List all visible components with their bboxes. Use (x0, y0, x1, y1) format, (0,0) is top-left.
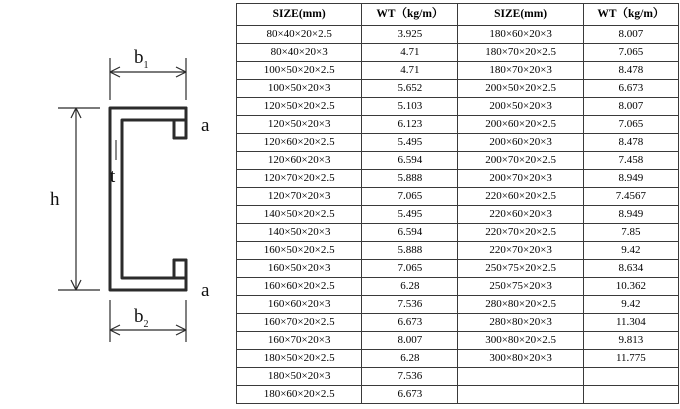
specification-table-container (236, 3, 679, 404)
table-cell: 9.813 (583, 332, 678, 350)
table-body (237, 26, 679, 404)
table-header-row (237, 4, 679, 26)
table-cell: 200×70×20×3 (458, 170, 583, 188)
table-cell: 7.065 (362, 188, 458, 206)
table-cell: 6.673 (583, 80, 678, 98)
table-cell: 8.007 (583, 26, 678, 44)
table-cell: 160×60×20×3 (237, 296, 362, 314)
table-cell: 5.103 (362, 98, 458, 116)
table-cell: 120×60×20×3 (237, 152, 362, 170)
table-cell: 200×60×20×3 (458, 134, 583, 152)
table-cell: 250×75×20×3 (458, 278, 583, 296)
table-cell: 7.85 (583, 224, 678, 242)
column-header-wt-2: WT（kg/m） (583, 4, 678, 26)
table-row (237, 152, 679, 170)
table-cell: 11.304 (583, 314, 678, 332)
table-cell: 8.478 (583, 62, 678, 80)
table-cell: 5.495 (362, 134, 458, 152)
c-channel-diagram (0, 0, 235, 409)
column-header-wt-1: WT（kg/m） (362, 4, 458, 26)
table-cell: 7.536 (362, 368, 458, 386)
table-cell: 180×70×20×3 (458, 62, 583, 80)
table-cell: 120×50×20×2.5 (237, 98, 362, 116)
table-row (237, 26, 679, 44)
table-cell: 7.065 (583, 44, 678, 62)
table-cell: 280×80×20×3 (458, 314, 583, 332)
table-row (237, 386, 679, 404)
table-row (237, 368, 679, 386)
table-row (237, 188, 679, 206)
table-cell: 8.949 (583, 170, 678, 188)
table-cell: 180×50×20×3 (237, 368, 362, 386)
table-cell: 3.925 (362, 26, 458, 44)
table-cell: 6.123 (362, 116, 458, 134)
table-row (237, 296, 679, 314)
table-row (237, 134, 679, 152)
table-cell: 100×50×20×2.5 (237, 62, 362, 80)
table-cell: 11.775 (583, 350, 678, 368)
table-cell: 120×70×20×2.5 (237, 170, 362, 188)
table-cell: 200×50×20×2.5 (458, 80, 583, 98)
table-row (237, 242, 679, 260)
table-cell: 7.065 (362, 260, 458, 278)
table-cell (583, 368, 678, 386)
table-cell: 160×70×20×2.5 (237, 314, 362, 332)
table-cell: 80×40×20×2.5 (237, 26, 362, 44)
table-row (237, 350, 679, 368)
table-cell: 280×80×20×2.5 (458, 296, 583, 314)
table-cell: 80×40×20×3 (237, 44, 362, 62)
table-cell: 220×70×20×3 (458, 242, 583, 260)
table-cell: 8.478 (583, 134, 678, 152)
table-cell: 6.673 (362, 314, 458, 332)
table-cell: 140×50×20×3 (237, 224, 362, 242)
dimension-label-t: t (110, 166, 116, 187)
table-cell: 220×60×20×3 (458, 206, 583, 224)
table-cell: 4.71 (362, 62, 458, 80)
table-row (237, 224, 679, 242)
table-row (237, 314, 679, 332)
table-cell: 6.673 (362, 386, 458, 404)
table-cell: 6.28 (362, 278, 458, 296)
table-cell: 180×60×20×3 (458, 26, 583, 44)
table-cell (458, 386, 583, 404)
table-cell (583, 386, 678, 404)
table-row (237, 170, 679, 188)
table-cell: 180×50×20×2.5 (237, 350, 362, 368)
table-row (237, 80, 679, 98)
dimension-label-h: h (50, 189, 60, 210)
column-header-size-1: SIZE(mm) (237, 4, 362, 26)
dimension-label-b2: $b_2$ (134, 306, 149, 330)
table-cell: 8.007 (583, 98, 678, 116)
table-cell: 9.42 (583, 242, 678, 260)
table-cell: 300×80×20×3 (458, 350, 583, 368)
table-row (237, 260, 679, 278)
table-row (237, 206, 679, 224)
table-cell: 6.594 (362, 152, 458, 170)
table-cell: 7.4567 (583, 188, 678, 206)
table-cell: 250×75×20×2.5 (458, 260, 583, 278)
table-cell: 120×50×20×3 (237, 116, 362, 134)
table-cell: 6.28 (362, 350, 458, 368)
table-row (237, 44, 679, 62)
table-cell: 220×60×20×2.5 (458, 188, 583, 206)
specification-table (236, 3, 679, 404)
table-row (237, 116, 679, 134)
table-cell: 180×60×20×2.5 (237, 386, 362, 404)
table-cell: 10.362 (583, 278, 678, 296)
table-cell: 160×70×20×3 (237, 332, 362, 350)
table-cell: 100×50×20×3 (237, 80, 362, 98)
table-cell: 5.888 (362, 170, 458, 188)
table-row (237, 332, 679, 350)
table-cell: 8.634 (583, 260, 678, 278)
table-cell: 220×70×20×2.5 (458, 224, 583, 242)
table-cell: 7.458 (583, 152, 678, 170)
dimension-label-b1: $b_1$ (134, 47, 149, 71)
table-cell: 4.71 (362, 44, 458, 62)
table-row (237, 98, 679, 116)
dimension-label-a-bottom: a (201, 280, 210, 301)
table-cell: 120×60×20×2.5 (237, 134, 362, 152)
table-cell: 6.594 (362, 224, 458, 242)
table-cell: 160×50×20×3 (237, 260, 362, 278)
table-cell: 140×50×20×2.5 (237, 206, 362, 224)
table-cell: 160×60×20×2.5 (237, 278, 362, 296)
column-header-size-2: SIZE(mm) (458, 4, 583, 26)
table-cell: 5.652 (362, 80, 458, 98)
table-row (237, 62, 679, 80)
table-cell: 160×50×20×2.5 (237, 242, 362, 260)
table-cell: 120×70×20×3 (237, 188, 362, 206)
table-row (237, 278, 679, 296)
table-cell: 8.949 (583, 206, 678, 224)
table-cell: 8.007 (362, 332, 458, 350)
dimension-label-a-top: a (201, 115, 210, 136)
table-cell: 180×70×20×2.5 (458, 44, 583, 62)
table-cell: 7.065 (583, 116, 678, 134)
table-cell: 5.495 (362, 206, 458, 224)
table-cell: 300×80×20×2.5 (458, 332, 583, 350)
table-cell: 9.42 (583, 296, 678, 314)
table-cell: 200×70×20×2.5 (458, 152, 583, 170)
table-cell: 5.888 (362, 242, 458, 260)
table-cell (458, 368, 583, 386)
table-cell: 7.536 (362, 296, 458, 314)
table-cell: 200×60×20×2.5 (458, 116, 583, 134)
table-cell: 200×50×20×3 (458, 98, 583, 116)
